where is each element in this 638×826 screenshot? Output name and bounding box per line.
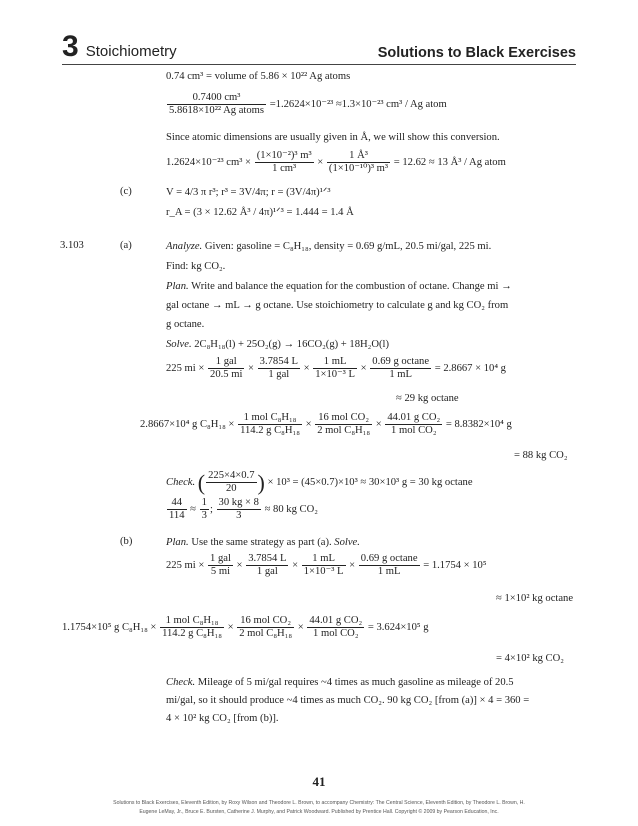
- octane-approx: ≈ 29 kg octane: [396, 393, 459, 404]
- fraction: $\frac{\text{1 mol C₈H₁₈}}{\text{114.2 g C₈H₁₈}}$: [162, 615, 222, 639]
- equation-octane-mass: 225 mi × $\frac{\text{1 gal}}{20.5 mi}$ × $\frac{3.7854 L}{\text{1 gal}}$ × $\frac{1 mL}{\text{1×10⁻³ L}}$ × $\frac{\text{0.69 g octane}}{1 mL}$ = 2.8667 × 10⁴ g: [166, 356, 506, 380]
- chapter-title: Stoichiometry: [85, 43, 177, 60]
- part-a-label: (a): [120, 240, 132, 251]
- fraction: $\frac{\text{44.01 g CO₂}}{\text{1 mol CO₂}}$: [387, 412, 441, 436]
- fraction: $\frac{3.7854 L}{\text{1 gal}}$: [259, 356, 298, 380]
- b-octane-approx: ≈ 1×10² kg octane: [496, 593, 574, 604]
- part-c-label: (c): [120, 186, 132, 197]
- fraction: $\frac{1 mL}{\text{1×10⁻³ L}}$: [303, 553, 344, 577]
- equation-b-octane-mass: 225 mi × $\frac{\text{1 gal}}{5 mi}$ × $\frac{3.7854 L}{\text{1 gal}}$ × $\frac{1 mL}{\text{1×10⁻³ L}}$ × $\frac{\text{0.69 g octane}}{1 mL}$ = 1.1754 × 10⁵: [166, 553, 487, 577]
- b-check-line-1: Check. Mileage of 5 mi/gal requires ~4 times as much gasoline as mileage of 20.5: [166, 677, 514, 688]
- problem-number: 3.103: [60, 240, 84, 251]
- solve-line: Solve. 2C₈H₁₈(l) + 25O₂(g) → 16CO₂(g) + 18H₂O(l): [166, 339, 390, 350]
- b-check-line-2: mi/gal, so it should produce ~4 times as much CO₂. 90 kg CO₂ [from (a)] × 4 = 360 =: [166, 695, 530, 706]
- section-title: Solutions to Black Exercises: [377, 45, 576, 61]
- chapter-heading: [62, 32, 177, 62]
- b-co2-approx: = 4×10² kg CO₂: [496, 653, 564, 664]
- plan-line-3: g octane.: [166, 319, 205, 330]
- fraction: $\frac{\text{0.69 g octane}}{1 mL}$: [372, 356, 430, 380]
- ratio-estimate-line: $\frac{44}{114}$ ≈ $\frac{1}{3}$ ; $\frac{30 kg \times 8}{3}$ ≈ 80 kg CO₂: [169, 497, 318, 521]
- co2-approx: = 88 kg CO₂: [514, 450, 568, 461]
- radius-formula-line: V = 4/3 π r³; r³ = 3V/4π; r = (3V/4π)¹ᐟ³: [166, 187, 331, 198]
- volume-line: 0.74 cm³ = volume of 5.86 × 10²² Ag atoms: [166, 71, 351, 82]
- analyze-line: Analyze. Given: gasoline = C₈H₁₈, density = 0.69 g/mL, 20.5 mi/gal, 225 mi.: [166, 241, 492, 252]
- page-number: 41: [312, 774, 326, 789]
- b-plan-line: Plan. Use the same strategy as part (a). Solve.: [166, 537, 360, 548]
- fraction: $\frac{\text{1 gal}}{5 mi}$: [210, 553, 231, 577]
- find-line: Find: kg CO₂.: [166, 261, 226, 272]
- fraction: $\frac{\text{1 Å³}}{\text{(1×10⁻¹⁰)³ m³}}$: [328, 150, 389, 174]
- fraction: $\frac{225\times 4\times 0.7}{20}$: [208, 470, 255, 494]
- equation-b-co2-mass: 1.1754×10⁵ g C₈H₁₈ × $\frac{\text{1 mol C₈H₁₈}}{\text{114.2 g C₈H₁₈}}$ × $\frac{\text{16 mol CO₂}}{\text{2 mol C₈H₁₈}}$ × $\frac{\text{44.01 g CO₂}}{\text{1 mol CO₂}}$ = 3.624×10⁵ g: [62, 615, 429, 639]
- radius-result-line: r_A = (3 × 12.62 Å³ / 4π)¹ᐟ³ = 1.444 = 1.4 Å: [166, 207, 354, 218]
- plan-line-1: Plan. Write and balance the equation for the combustion of octane. Change mi →: [166, 281, 512, 292]
- fraction: $\frac{\text{16 mol CO₂}}{\text{2 mol C₈H₁₈}}$: [239, 615, 293, 639]
- equation-angstrom-conversion: 1.2624×10⁻²³ cm³ × $\frac{\text{(1×10⁻²)³ m³}}{\text{1 cm³}}$ × $\frac{\text{1 Å³}}{\text{(1×10⁻¹⁰)³ m³}}$ = 12.62 ≈ 13 Å³ / Ag atom: [166, 150, 506, 174]
- equation-co2-mass: 2.8667×10⁴ g C₈H₁₈ × $\frac{\text{1 mol C₈H₁₈}}{\text{114.2 g C₈H₁₈}}$ × $\frac{\text{16 mol CO₂}}{\text{2 mol C₈H₁₈}}$ × $\frac{\text{44.01 g CO₂}}{\text{1 mol CO₂}}$ = 8.8382×10⁴ g: [140, 412, 512, 436]
- fraction: $\frac{1 mL}{\text{1×10⁻³ L}}$: [315, 356, 355, 380]
- fraction: $\frac{\text{44.01 g CO₂}}{\text{1 mol CO₂}}$: [309, 615, 363, 639]
- b-check-line-3: 4 × 10² kg CO₂ [from (b)].: [166, 713, 279, 724]
- fraction: $\frac{44}{114}$: [169, 497, 185, 521]
- plan-line-2: gal octane → mL → g octane. Use stoichiometry to calculate g and kg CO₂ from: [166, 300, 509, 311]
- part-b-label: (b): [120, 536, 133, 547]
- fraction: $\frac{\text{0.7400 cm³}}{\text{5.8618×10²² Ag atoms}}$: [169, 92, 265, 116]
- fraction: $\frac{\text{(1×10⁻²)³ m³}}{\text{1 cm³}}$: [256, 150, 312, 174]
- chapter-number: 3: [62, 30, 79, 63]
- fraction: $\frac{1}{3}$: [201, 497, 207, 521]
- fraction: $\frac{\text{0.69 g octane}}{1 mL}$: [360, 553, 418, 577]
- footer-line-1: Solutions to Black Exercises, Eleventh Edition, by Roxy Wilson and Theodore L. Brown, to accompany Chemistry: The Central Science, Eleventh Edition, by Theodore L. Brown, H.: [113, 800, 525, 806]
- since-line: Since atomic dimensions are usually given in Å, we will show this conversion.: [166, 132, 500, 143]
- fraction: $\frac{3.7854 L}{\text{1 gal}}$: [248, 553, 287, 577]
- fraction: $\frac{30 kg \times 8}{3}$: [218, 497, 259, 521]
- footer-line-2: Eugene LeMay, Jr., Bruce E. Bursten, Catherine J. Murphy, and Patrick Woodward. Published by Prentice Hall. Copyright © 2009 by Pearson Education, Inc.: [139, 809, 499, 815]
- page-header: [62, 20, 576, 65]
- fraction: $\frac{\text{16 mol CO₂}}{\text{2 mol C₈H₁₈}}$: [317, 412, 371, 436]
- fraction: $\frac{\text{1 gal}}{20.5 mi}$: [210, 356, 243, 380]
- fraction: $\frac{\text{1 mol C₈H₁₈}}{\text{114.2 g C₈H₁₈}}$: [240, 412, 300, 436]
- equation-atom-volume: $\frac{\text{0.7400 cm³}}{\text{5.8618×10²² Ag atoms}}$ =1.2624×10⁻²³ ≈1.3×10⁻²³ cm³ / Ag atom: [169, 92, 447, 116]
- check-line: Check. ( $\frac{225\times 4\times 0.7}{20}$ ) × 10³ = (45×0.7)×10³ ≈ 30×10³ g = 30 kg octane: [166, 470, 473, 495]
